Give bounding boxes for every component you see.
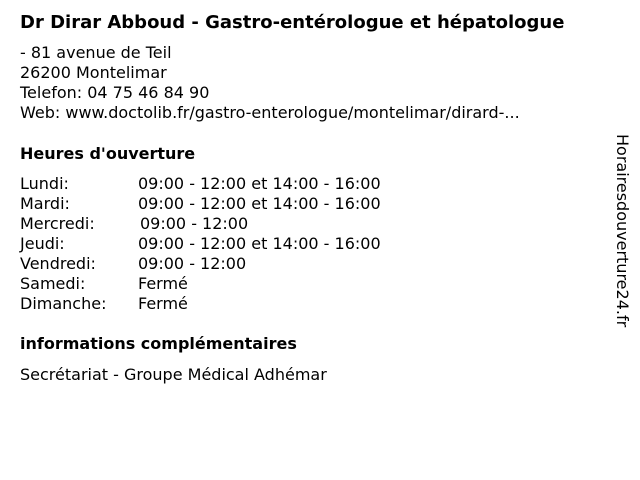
hours-value: 09:00 - 12:00 [138,254,247,273]
site-watermark: Horairesdouverture24.fr [613,134,632,328]
hours-value: Fermé [138,294,188,313]
hours-value: 09:00 - 12:00 et 14:00 - 16:00 [138,194,381,213]
page-title: Dr Dirar Abboud - Gastro-entérologue et hépatologue [20,12,565,33]
day-label: Vendredi: [20,254,96,273]
day-label: Mercredi: [20,214,95,233]
day-label: Dimanche: [20,294,107,313]
city: 26200 Montelimar [20,63,167,82]
hours-value: Fermé [138,274,188,293]
hours-value: 09:00 - 12:00 et 14:00 - 16:00 [138,174,381,193]
day-label: Lundi: [20,174,69,193]
phone-number: Telefon: 04 75 46 84 90 [20,83,210,102]
day-label: Jeudi: [20,234,65,253]
hours-value: 09:00 - 12:00 [140,214,249,233]
day-label: Mardi: [20,194,70,213]
street-address: - 81 avenue de Teil [20,43,172,62]
additional-info-heading: informations complémentaires [20,334,297,353]
contact-block [20,43,520,123]
additional-info-text: Secrétariat - Groupe Médical Adhémar [20,365,327,384]
day-label: Samedi: [20,274,86,293]
hours-value: 09:00 - 12:00 et 14:00 - 16:00 [138,234,381,253]
opening-hours-heading: Heures d'ouverture [20,144,196,163]
website-link[interactable]: Web: www.doctolib.fr/gastro-enterologue/montelimar/dirard-... [20,103,520,122]
